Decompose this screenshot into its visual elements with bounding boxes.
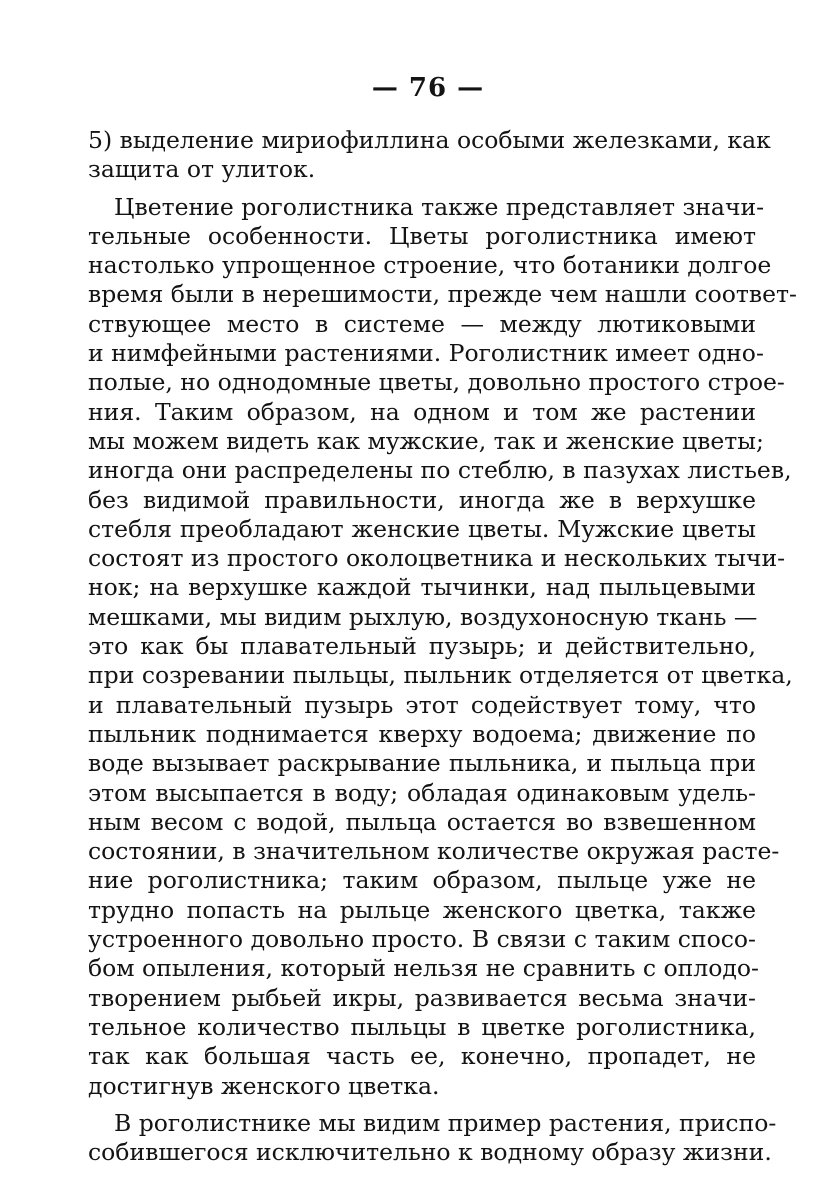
text-line: мы можем видеть как мужские, так и женские цветы; (88, 426, 764, 455)
text-line: собившегося исключительно к водному образу жизни. (88, 1138, 772, 1167)
page-number: — 76 — (371, 73, 485, 103)
text-line: пыльник поднимается кверху водоема; движение по (88, 719, 756, 748)
text-line: полые, но однодомные цветы, довольно простого строе- (88, 368, 785, 397)
text-line: тельное количество пыльцы в цветке роголистника, (88, 1012, 756, 1041)
text-line: этом высыпается в воду; обладая одинаковым удель- (88, 778, 756, 807)
text-line: ния. Таким образом, на одном и том же растении (88, 397, 756, 426)
text-line: иногда они распределены по стеблю, в пазухах листьев, (88, 456, 792, 485)
text-line: ствующее место в системе — между лютиковыми (88, 309, 756, 338)
text-line: ным весом с водой, пыльца остается во взвешенном (88, 807, 756, 836)
text-line: творением рыбьей икры, развивается весьма значи- (88, 983, 756, 1012)
text-line: состоят из простого околоцветника и нескольких тычи- (88, 544, 786, 573)
text-line: 5) выделение мириофиллина особыми железками, как (88, 126, 771, 154)
text-line: трудно попасть на рыльце женского цветка, также (88, 895, 756, 924)
text-line: и нимфейными растениями. Роголистник имеет одно- (88, 339, 764, 368)
text-line: нок; на верхушке каждой тычинки, над пыльцевыми (88, 573, 756, 602)
paragraph (88, 126, 771, 185)
text-line: мешками, мы видим рыхлую, воздухоносную ткань — (88, 602, 758, 631)
text-line: время были в нерешимости, прежде чем нашли соответ- (88, 280, 797, 309)
text-line: устроенного довольно просто. В связи с таким спосо- (88, 925, 756, 954)
text-line: бом опыления, который нельзя не сравнить с оплодо- (88, 954, 759, 983)
text-line: так как большая часть ее, конечно, пропадет, не (88, 1042, 756, 1071)
text-line: стебля преобладают женские цветы. Мужские цветы (88, 514, 756, 543)
text-line: без видимой правильности, иногда же в верхушке (88, 485, 756, 514)
text-line: Цветение роголистника также представляет значи- (114, 192, 765, 221)
text-line: состоянии, в значительном количестве окружая расте- (88, 837, 780, 866)
text-line: настолько упрощенное строение, что ботаники долгое (88, 251, 772, 280)
text-line: тельные особенности. Цветы роголистника имеют (88, 221, 756, 250)
text-line: воде вызывает раскрывание пыльника, и пыльца при (88, 749, 756, 778)
book-page (88, 70, 797, 1175)
text-line: достигнув женского цветка. (88, 1071, 440, 1100)
paragraph (88, 192, 797, 1101)
text-line: это как бы плавательный пузырь; и действительно, (88, 632, 756, 661)
body-text (88, 126, 797, 1167)
text-line: ние роголистника; таким образом, пыльце уже не (88, 866, 756, 895)
paragraph (88, 1108, 777, 1168)
text-line: при созревании пыльцы, пыльник отделяется от цветка, (88, 661, 793, 690)
text-line: и плавательный пузырь этот содействует тому, что (88, 690, 756, 719)
text-line: В роголистнике мы видим пример растения, приспо- (114, 1108, 777, 1137)
text-line: защита от улиток. (88, 155, 316, 184)
